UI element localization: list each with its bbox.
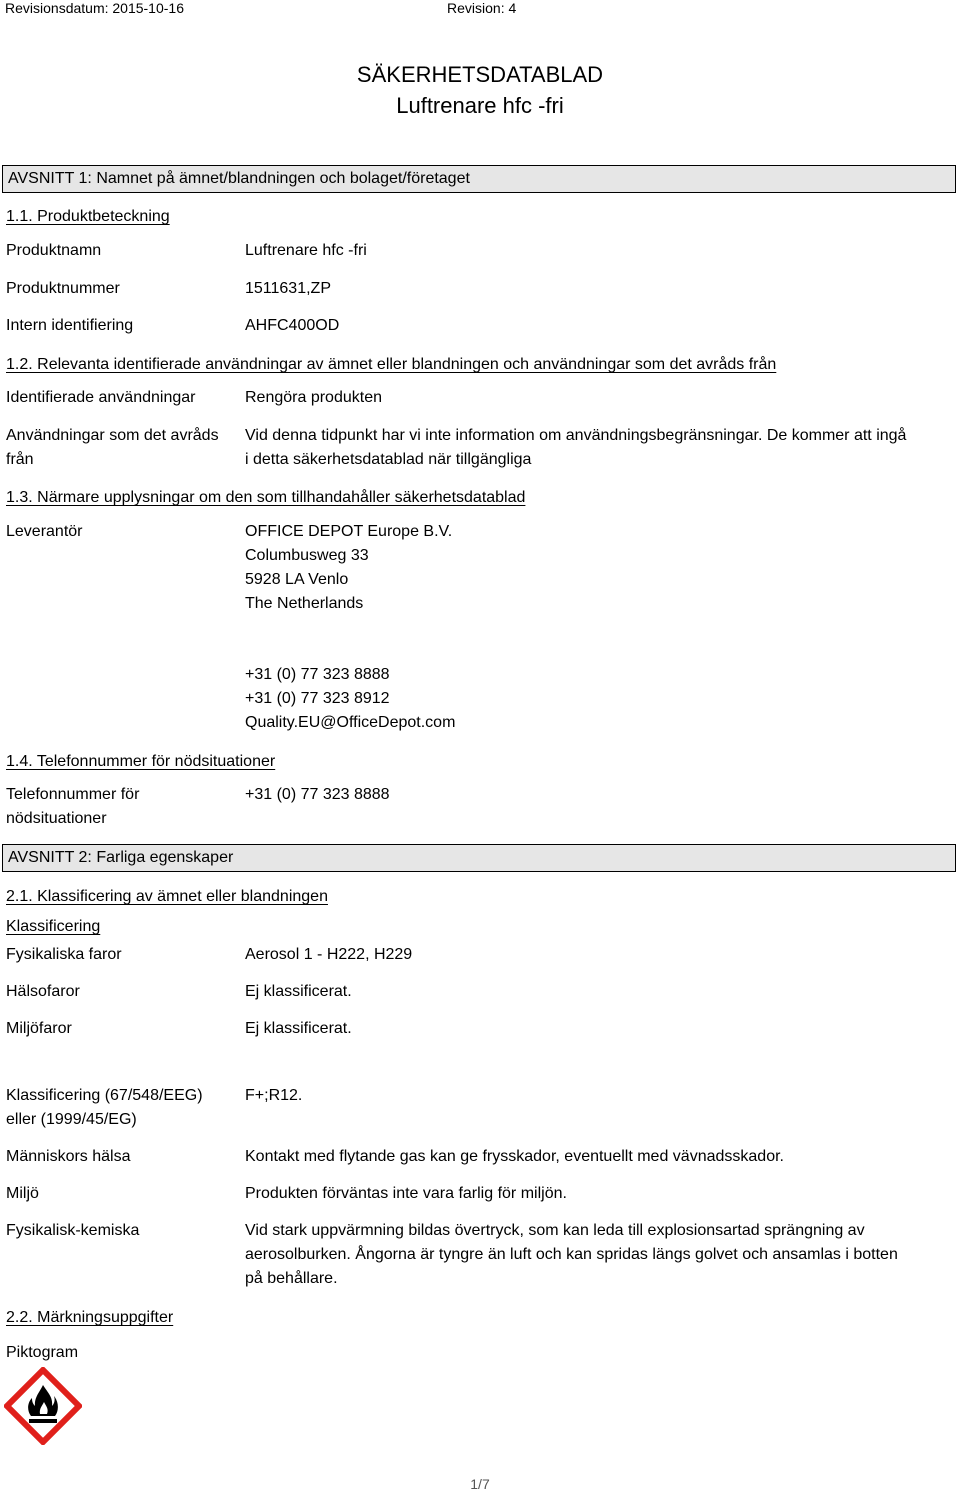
revision-number: Revision: 4 bbox=[447, 0, 517, 16]
subsection-1-1-heading: 1.1. Produktbeteckning bbox=[6, 208, 170, 225]
avrads-value-line2: i detta säkerhetsdatablad när tillgängliga bbox=[245, 451, 532, 468]
produktnamn-label: Produktnamn bbox=[6, 242, 102, 259]
identifierade-value: Rengöra produkten bbox=[245, 389, 382, 406]
eeg-label-line2: eller (1999/45/EG) bbox=[6, 1111, 137, 1128]
leverantor-label: Leverantör bbox=[6, 523, 83, 540]
section-1-heading: AVSNITT 1: Namnet på ämnet/blandningen och bolaget/företaget bbox=[2, 165, 956, 193]
document-title: SÄKERHETSDATABLAD bbox=[356, 62, 604, 87]
manniskors-halsa-label: Människors hälsa bbox=[6, 1148, 131, 1165]
produktnamn-value: Luftrenare hfc -fri bbox=[245, 242, 367, 259]
halsofaror-label: Hälsofaror bbox=[6, 983, 80, 1000]
miljo-value: Produkten förväntas inte vara farlig för miljön. bbox=[245, 1185, 567, 1202]
avrads-label-line2: från bbox=[6, 451, 34, 468]
revision-date: Revisionsdatum: 2015-10-16 bbox=[5, 0, 184, 16]
avrads-value-line1: Vid denna tidpunkt har vi inte information om användningsbegränsningar. De kommer att ingå bbox=[245, 427, 907, 444]
flame-ghs-icon bbox=[4, 1367, 82, 1445]
supplier-address-line: OFFICE DEPOT Europe B.V. bbox=[245, 523, 453, 540]
fysikalisk-kemiska-label: Fysikalisk-kemiska bbox=[6, 1222, 140, 1239]
miljo-label: Miljö bbox=[6, 1185, 39, 1202]
subsection-1-4-heading: 1.4. Telefonnummer för nödsituationer bbox=[6, 753, 276, 770]
intern-identifiering-value: AHFC400OD bbox=[245, 317, 340, 334]
halsofaror-value: Ej klassificerat. bbox=[245, 983, 352, 1000]
subsection-1-2-heading: 1.2. Relevanta identifierade användningar av ämnet eller blandningen och användningar som det avråds från bbox=[6, 356, 777, 373]
intern-identifiering-label: Intern identifiering bbox=[6, 317, 134, 334]
fysikalisk-kemiska-value-line: på behållare. bbox=[245, 1270, 338, 1287]
avrads-label-line1: Användningar som det avråds bbox=[6, 427, 219, 444]
supplier-address-line: Columbusweg 33 bbox=[245, 547, 369, 564]
product-title: Luftrenare hfc -fri bbox=[396, 93, 564, 118]
miljofaror-label: Miljöfaror bbox=[6, 1020, 72, 1037]
fysikaliska-faror-value: Aerosol 1 - H222, H229 bbox=[245, 946, 413, 963]
fysikalisk-kemiska-value-line: Vid stark uppvärmning bildas övertryck, som kan leda till explosionsartad sprängning av bbox=[245, 1222, 865, 1239]
produktnummer-label: Produktnummer bbox=[6, 280, 120, 297]
eeg-value: F+;R12. bbox=[245, 1087, 303, 1104]
subsection-1-3-heading: 1.3. Närmare upplysningar om den som tillhandahåller säkerhetsdatablad bbox=[6, 489, 526, 506]
supplier-email: Quality.EU@OfficeDepot.com bbox=[245, 714, 456, 731]
nodnummer-label-line1: Telefonnummer för bbox=[6, 786, 140, 803]
section-2-heading: AVSNITT 2: Farliga egenskaper bbox=[2, 844, 956, 872]
subsection-2-2-heading: 2.2. Märkningsuppgifter bbox=[6, 1309, 174, 1326]
subsection-2-1-heading: 2.1. Klassificering av ämnet eller blandningen bbox=[6, 888, 328, 905]
supplier-fax: +31 (0) 77 323 8912 bbox=[245, 690, 390, 707]
produktnummer-value: 1511631,ZP bbox=[245, 280, 331, 297]
fysikaliska-faror-label: Fysikaliska faror bbox=[6, 946, 122, 963]
nodnummer-label-line2: nödsituationer bbox=[6, 810, 107, 827]
supplier-address-line: The Netherlands bbox=[245, 595, 364, 612]
klassificering-heading: Klassificering bbox=[6, 918, 101, 935]
supplier-phone: +31 (0) 77 323 8888 bbox=[245, 666, 390, 683]
nodnummer-value: +31 (0) 77 323 8888 bbox=[245, 786, 390, 803]
identifierade-label: Identifierade användningar bbox=[6, 389, 196, 406]
manniskors-halsa-value: Kontakt med flytande gas kan ge frysskador, eventuellt med vävnadsskador. bbox=[245, 1148, 784, 1165]
piktogram-label: Piktogram bbox=[6, 1344, 79, 1361]
eeg-label-line1: Klassificering (67/548/EEG) bbox=[6, 1087, 203, 1104]
fysikalisk-kemiska-value-line: aerosolburken. Ångorna är tyngre än luft och kan spridas längs golvet och ansamlas i botten bbox=[245, 1246, 898, 1263]
miljofaror-value: Ej klassificerat. bbox=[245, 1020, 352, 1037]
supplier-address-line: 5928 LA Venlo bbox=[245, 571, 349, 588]
page-number: 1/7 bbox=[470, 1476, 490, 1492]
